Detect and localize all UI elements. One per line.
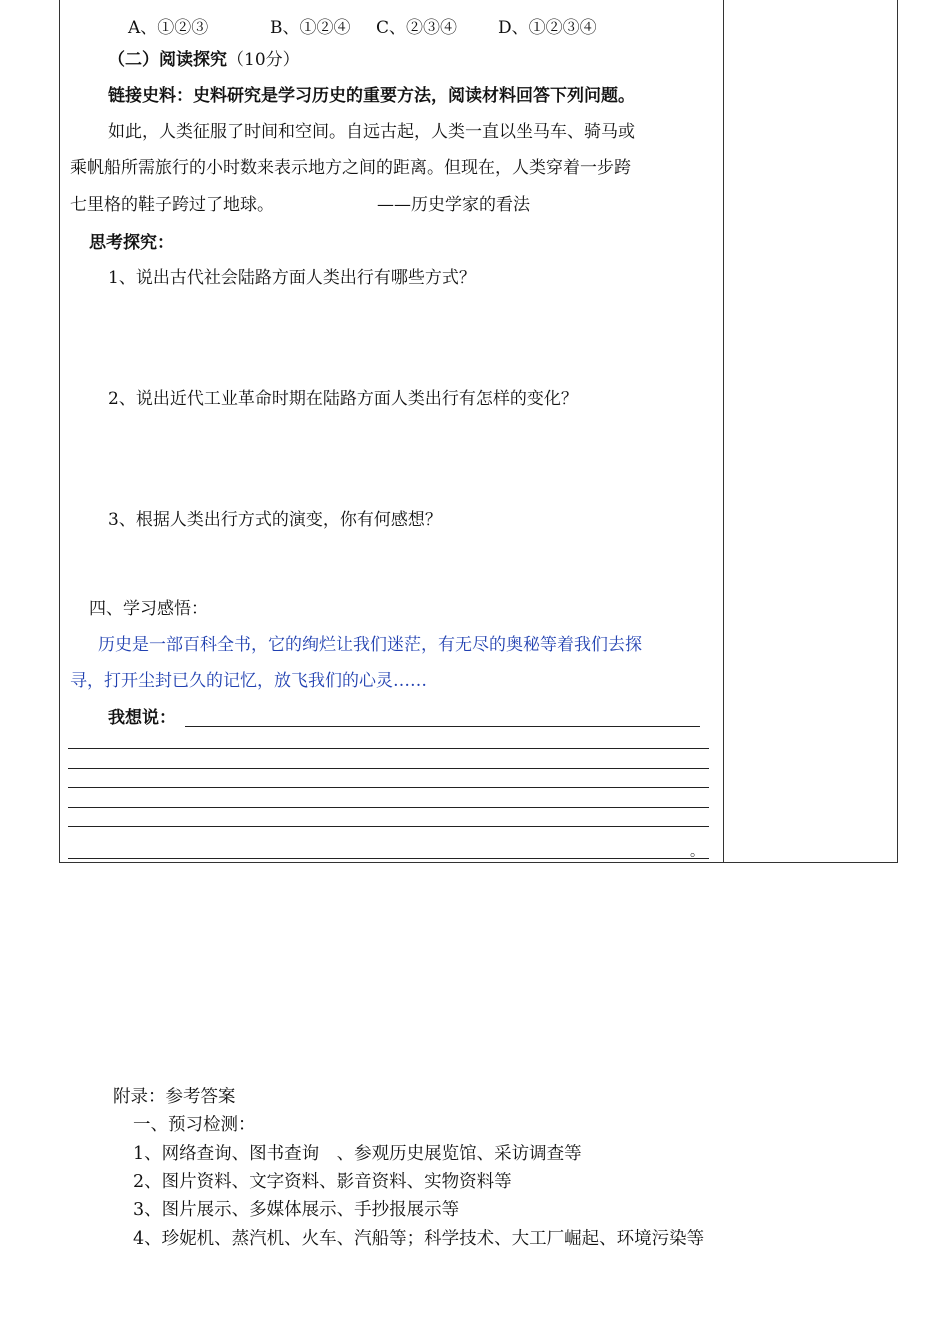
reflection-text-line-2: 寻，打开尘封已久的记忆，放飞我们的心灵……: [70, 671, 427, 691]
answer-3: 3、图片展示、多媒体展示、手抄报展示等: [133, 1200, 460, 1220]
option-b: B、①②④: [270, 18, 351, 38]
passage-line-2: 乘帆船所需旅行的小时数来表示地方之间的距离。但现在，人类穿着一步跨: [70, 158, 631, 178]
end-mark: 。: [690, 844, 704, 860]
option-d: D、①②③④: [498, 18, 597, 38]
reflection-heading: 四、学习感悟：: [89, 599, 208, 619]
answer-line-3[interactable]: [68, 768, 709, 769]
answer-line-7[interactable]: [68, 858, 709, 859]
passage-source: ——历史学家的看法: [377, 195, 530, 215]
passage-line-1: 如此，人类征服了时间和空间。自远古起，人类一直以坐马车、骑马或: [108, 122, 635, 142]
appendix-section: 一、预习检测：: [133, 1115, 256, 1135]
answer-line-2[interactable]: [68, 748, 709, 749]
appendix-title: 附录：参考答案: [113, 1087, 236, 1107]
reflection-text-line-1: 历史是一部百科全书，它的绚烂让我们迷茫，有无尽的奥秘等着我们去探: [98, 635, 642, 655]
reading-intro: 链接史料：史料研究是学习历史的重要方法，阅读材料回答下列问题。: [108, 86, 635, 106]
option-c: C、②③④: [376, 18, 458, 38]
notes-column-divider: [723, 0, 724, 863]
answer-line-5[interactable]: [68, 807, 709, 808]
answer-2: 2、图片资料、文字资料、影音资料、实物资料等: [133, 1172, 512, 1192]
question-3: 3、根据人类出行方式的演变，你有何感想？: [108, 510, 442, 530]
reading-section-score: （10分）: [227, 50, 300, 70]
question-1: 1、说出古代社会陆路方面人类出行有哪些方式？: [108, 268, 476, 288]
answer-line-4[interactable]: [68, 787, 709, 788]
passage-line-3: 七里格的鞋子跨过了地球。: [70, 195, 274, 215]
reading-section-heading: [108, 50, 300, 70]
reading-section-title: （二）阅读探究: [108, 50, 227, 70]
answer-1: 1、网络查询、图书查询 、参观历史展览馆、采访调查等: [133, 1144, 582, 1164]
answer-line-1[interactable]: [185, 726, 700, 727]
option-a: A、①②③: [128, 18, 209, 38]
question-2: 2、说出近代工业革命时期在陆路方面人类出行有怎样的变化？: [108, 389, 578, 409]
answer-line-6[interactable]: [68, 826, 709, 827]
i-want-to-say-label: 我想说：: [108, 708, 176, 728]
thinking-heading: 思考探究：: [89, 233, 174, 253]
answer-4: 4、珍妮机、蒸汽机、火车、汽船等；科学技术、大工厂崛起、环境污染等: [133, 1229, 705, 1249]
